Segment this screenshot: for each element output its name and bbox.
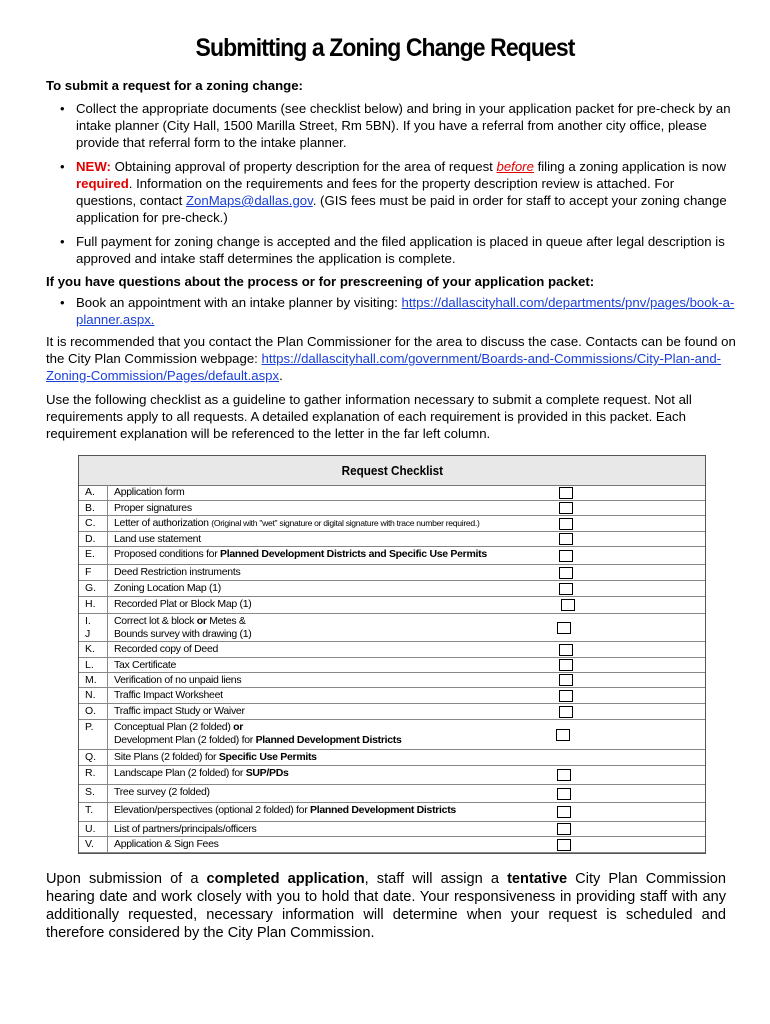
checklist-letter: J	[85, 628, 91, 640]
checklist-checkbox[interactable]	[559, 567, 573, 579]
checklist-letter: S.	[85, 786, 95, 798]
closing-paragraph: Upon submission of a completed application, staff will assign a tentative City Plan Commission hearing date and work closely with you to hold that date. Your responsiveness in providing staff with any additionally requested, necessary information will determine when your request is scheduled and therefore considered by the City Plan Commission.	[46, 871, 726, 941]
checklist-item-text: Proposed conditions for Planned Development Districts and Specific Use Permits	[114, 548, 487, 560]
checklist-row	[79, 501, 705, 516]
checklist-checkbox[interactable]	[559, 706, 573, 718]
checklist-row	[79, 704, 705, 720]
checklist-item-text: Deed Restriction instruments	[114, 566, 241, 578]
checklist-item-text: Correct lot & block or Metes & Bounds survey with drawing (1)	[114, 615, 252, 640]
bullet-icon: •	[60, 234, 65, 249]
checklist-letter: Q.	[85, 751, 97, 763]
checklist-letter: G.	[85, 582, 97, 594]
checklist-row	[79, 597, 705, 614]
checklist-checkbox[interactable]	[556, 729, 570, 741]
bullet-icon: •	[60, 159, 65, 174]
checklist-letter: D.	[85, 533, 96, 545]
checklist-row	[79, 822, 705, 837]
checklist-row	[79, 803, 705, 822]
checklist-item-text: Land use statement	[114, 533, 201, 545]
checklist-item-text: Site Plans (2 folded) for Specific Use Permits	[114, 751, 317, 763]
bullet-property-description: NEW: Obtaining approval of property description for the area of request before filing a zoning application is now required. Information on the requirements and fees for the property description review is attached. For questions, contact ZonMaps@dallas.gov. (GIS fees must be paid in order for staff to accept your zoning change application for pre-check.)	[76, 159, 727, 225]
checklist-row	[79, 565, 705, 581]
checklist-letter: U.	[85, 823, 96, 835]
questions-heading: If you have questions about the process or for prescreening of your application packet:	[46, 274, 595, 289]
bullet-full-payment: Full payment for zoning change is accepted and the filed application is placed in queue after legal description is approved and intake staff determines the application is complete.	[76, 234, 725, 266]
checklist-item-text: Application form	[114, 486, 185, 498]
checklist-letter: H.	[85, 598, 96, 610]
book-planner-link[interactable]: https://dallascityhall.com/departments/pnv/pages/book-a-planner.aspx.	[76, 295, 735, 327]
checklist-checkbox[interactable]	[561, 599, 575, 611]
checklist-letter: I.	[85, 615, 91, 627]
checklist-heading: Request Checklist	[79, 456, 705, 486]
checklist-checkbox[interactable]	[559, 583, 573, 595]
checklist-letter: R.	[85, 767, 96, 779]
checklist-letter: K.	[85, 643, 95, 655]
submit-heading: To submit a request for a zoning change:	[46, 78, 303, 93]
checklist-letter: M.	[85, 674, 97, 686]
checklist-item-text: Tree survey (2 folded)	[114, 786, 210, 798]
checklist-letter: F	[85, 566, 92, 578]
checklist-checkbox[interactable]	[557, 622, 571, 634]
checklist-checkbox[interactable]	[557, 823, 571, 835]
checklist-item-text: Application & Sign Fees	[114, 838, 219, 850]
checklist-item-text: Zoning Location Map (1)	[114, 582, 221, 594]
checklist-row	[79, 837, 705, 853]
checklist-row	[79, 642, 705, 658]
checklist-letter: P.	[85, 721, 94, 733]
checklist-letter: V.	[85, 838, 94, 850]
commission-link[interactable]: https://dallascityhall.com/government/Boards-and-Commissions/City-Plan-and-Zoning-Commission/Pages/default.aspx	[46, 351, 722, 383]
checklist-row	[79, 688, 705, 704]
checklist-item-text: Traffic Impact Worksheet	[114, 689, 223, 701]
bullet-book-appointment: Book an appointment with an intake planner by visiting: https://dallascityhall.com/departments/pnv/pages/book-a-planner.aspx.	[76, 295, 735, 327]
checklist-letter: O.	[85, 705, 97, 717]
checklist-letter: N.	[85, 689, 96, 701]
checklist-row	[79, 547, 705, 565]
checklist-item-text: Letter of authorization (Original with "wet" signature or digital signature with trace number required.)	[114, 517, 480, 529]
checklist-row	[79, 766, 705, 785]
checklist-letter: E.	[85, 548, 95, 560]
checklist-item-text: Landscape Plan (2 folded) for SUP/PDs	[114, 767, 289, 779]
checklist-item-text: Recorded Plat or Block Map (1)	[114, 598, 252, 610]
checklist-row	[79, 485, 705, 501]
checklist-checkbox[interactable]	[559, 502, 573, 514]
checklist-checkbox[interactable]	[559, 674, 573, 686]
checklist-item-text: Verification of no unpaid liens	[114, 674, 242, 686]
checklist-item-text: Elevation/perspectives (optional 2 folded) for Planned Development Districts	[114, 804, 456, 816]
checklist-checkbox[interactable]	[559, 644, 573, 656]
guideline-paragraph: Use the following checklist as a guideline to gather information necessary to submit a complete request. Not all requirements apply to all requests. A detailed explanation of each requirement is provided in this packet. Each requirement explanation will be referenced to the letter in the far left column.	[46, 392, 692, 441]
checklist-row	[79, 750, 705, 766]
checklist-checkbox[interactable]	[559, 518, 573, 530]
recommend-paragraph: It is recommended that you contact the Plan Commissioner for the area to discuss the case. Contacts can be found on the City Plan Commission webpage: https://dallascityhall.com/government/Boards-and-Commissions/City-Plan-and-Zoning-Commission/Pages/default.aspx.	[46, 334, 736, 383]
checklist-checkbox[interactable]	[559, 487, 573, 499]
checklist-checkbox[interactable]	[559, 533, 573, 545]
checklist-letter: T.	[85, 804, 94, 816]
checklist-letter: A.	[85, 486, 95, 498]
checklist-checkbox[interactable]	[557, 806, 571, 818]
checklist-item-text: Conceptual Plan (2 folded) or Development Plan (2 folded) for Planned Development Districts	[114, 721, 402, 746]
tentative-emphasis: tentative	[507, 871, 568, 887]
checklist-row	[79, 658, 705, 673]
bullet-collect-documents: Collect the appropriate documents (see checklist below) and bring in your application packet for pre-check by an intake planner (City Hall, 1500 Marilla Street, Rm 5BN). If you have a referral from another city office, please provide that referral form to the intake planner.	[76, 101, 731, 150]
checklist-item-text: Tax Certificate	[114, 659, 177, 671]
before-emphasis: before	[496, 159, 534, 174]
checklist-checkbox[interactable]	[557, 839, 571, 851]
checklist-letter: C.	[85, 517, 96, 529]
email-link[interactable]: ZonMaps@dallas.gov	[185, 193, 313, 208]
checklist-item-text: Traffic impact Study or Waiver	[114, 705, 245, 717]
checklist-checkbox[interactable]	[559, 550, 573, 562]
checklist-letter: B.	[85, 502, 95, 514]
checklist-checkbox[interactable]	[557, 769, 571, 781]
checklist-row	[79, 673, 705, 688]
request-checklist	[78, 455, 706, 854]
checklist-row	[79, 581, 705, 597]
checklist-letter: L.	[85, 659, 94, 671]
checklist-checkbox[interactable]	[557, 788, 571, 800]
checklist-row	[79, 516, 705, 532]
checklist-row	[79, 532, 705, 547]
checklist-row	[79, 720, 705, 750]
checklist-item-text: Proper signatures	[114, 502, 192, 514]
bullet-icon: •	[60, 101, 65, 116]
completed-application-emphasis: completed application	[206, 871, 365, 887]
bullet-icon: •	[60, 295, 65, 310]
checklist-item-text: List of partners/principals/officers	[114, 823, 257, 835]
checklist-checkbox[interactable]	[559, 690, 573, 702]
checklist-item-text: Recorded copy of Deed	[114, 643, 219, 655]
new-label: NEW:	[76, 159, 111, 174]
checklist-row	[79, 785, 705, 803]
checklist-checkbox[interactable]	[559, 659, 573, 671]
page-title: Submitting a Zoning Change Request	[195, 34, 575, 62]
checklist-row	[79, 614, 705, 642]
required-emphasis: required	[76, 176, 129, 191]
